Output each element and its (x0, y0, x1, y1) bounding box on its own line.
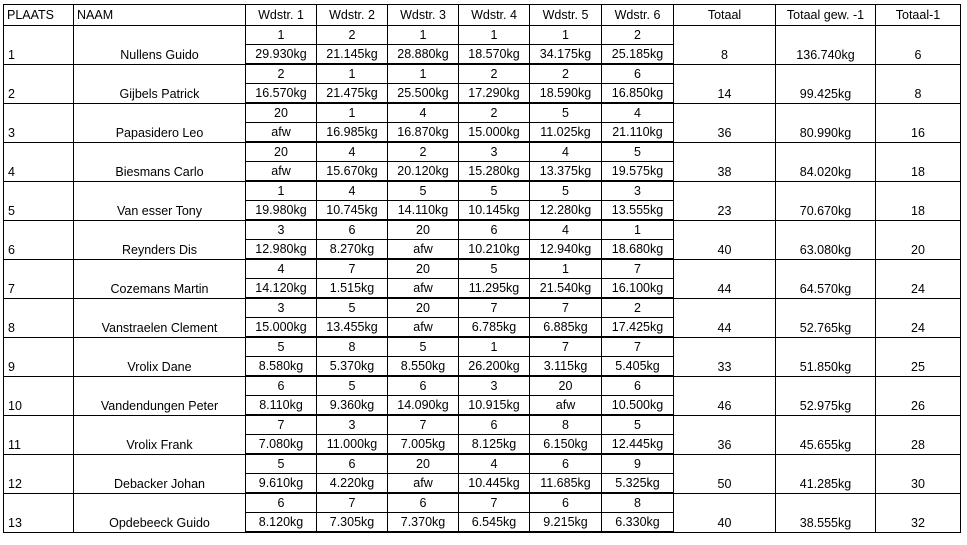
rank-cell: 2 (459, 103, 530, 123)
rank-cell: 4 (246, 259, 317, 279)
results-sheet (3, 4, 961, 533)
header-totaal-min1: Totaal-1 (876, 5, 961, 26)
rank-cell: 6 (602, 64, 674, 84)
rank-cell: 5 (388, 337, 459, 357)
weight-cell: 34.175kg (530, 45, 602, 65)
naam-cell: Gijbels Patrick (74, 64, 246, 103)
table-row-rank (4, 26, 961, 45)
weight-cell: 21.540kg (530, 279, 602, 299)
plaats-cell: 7 (4, 259, 74, 298)
rank-cell: 7 (459, 493, 530, 513)
rank-cell: 5 (602, 415, 674, 435)
rank-cell: 5 (317, 376, 388, 396)
rank-cell: 2 (388, 142, 459, 162)
rank-cell: 1 (530, 259, 602, 279)
rank-cell: 20 (388, 220, 459, 240)
rank-cell: 7 (246, 415, 317, 435)
weight-cell: 4.220kg (317, 474, 388, 494)
totaal-min1-cell: 32 (876, 493, 961, 532)
table-row-rank (4, 259, 961, 279)
rank-cell: 1 (317, 64, 388, 84)
header-wedstrijd-3: Wdstr. 3 (388, 5, 459, 26)
totaal-cell: 36 (674, 415, 776, 454)
totaal-min1-cell: 16 (876, 103, 961, 142)
rank-cell: 20 (388, 298, 459, 318)
rank-cell: 3 (246, 220, 317, 240)
header-wedstrijd-6: Wdstr. 6 (602, 5, 674, 26)
weight-cell: afw (246, 162, 317, 182)
naam-cell: Cozemans Martin (74, 259, 246, 298)
weight-cell: 28.880kg (388, 45, 459, 65)
weight-cell: 7.370kg (388, 513, 459, 533)
naam-cell: Opdebeeck Guido (74, 493, 246, 532)
weight-cell: 16.985kg (317, 123, 388, 143)
totaal-cell: 44 (674, 298, 776, 337)
rank-cell: 5 (388, 181, 459, 201)
weight-cell: 8.110kg (246, 396, 317, 416)
totaal-min1-cell: 6 (876, 26, 961, 65)
plaats-cell: 6 (4, 220, 74, 259)
weight-cell: 8.270kg (317, 240, 388, 260)
plaats-cell: 9 (4, 337, 74, 376)
results-table (3, 4, 961, 533)
table-row-rank (4, 493, 961, 513)
weight-cell: 18.590kg (530, 84, 602, 104)
totaal-gewicht-cell: 63.080kg (776, 220, 876, 259)
header-totaal: Totaal (674, 5, 776, 26)
rank-cell: 3 (602, 181, 674, 201)
rank-cell: 8 (530, 415, 602, 435)
totaal-cell: 50 (674, 454, 776, 493)
totaal-min1-cell: 28 (876, 415, 961, 454)
weight-cell: 6.545kg (459, 513, 530, 533)
rank-cell: 2 (602, 26, 674, 45)
weight-cell: 14.090kg (388, 396, 459, 416)
naam-cell: Biesmans Carlo (74, 142, 246, 181)
totaal-min1-cell: 26 (876, 376, 961, 415)
plaats-cell: 11 (4, 415, 74, 454)
totaal-gewicht-cell: 99.425kg (776, 64, 876, 103)
rank-cell: 7 (317, 259, 388, 279)
plaats-cell: 2 (4, 64, 74, 103)
totaal-gewicht-cell: 84.020kg (776, 142, 876, 181)
weight-cell: 8.120kg (246, 513, 317, 533)
weight-cell: 9.610kg (246, 474, 317, 494)
rank-cell: 4 (530, 220, 602, 240)
weight-cell: 10.445kg (459, 474, 530, 494)
table-body (4, 26, 961, 533)
weight-cell: 3.115kg (530, 357, 602, 377)
rank-cell: 6 (602, 376, 674, 396)
rank-cell: 2 (530, 64, 602, 84)
weight-cell: 9.360kg (317, 396, 388, 416)
rank-cell: 6 (530, 454, 602, 474)
totaal-min1-cell: 24 (876, 298, 961, 337)
table-row-rank (4, 415, 961, 435)
weight-cell: 25.500kg (388, 84, 459, 104)
naam-cell: Vrolix Frank (74, 415, 246, 454)
weight-cell: 11.000kg (317, 435, 388, 455)
weight-cell: 11.025kg (530, 123, 602, 143)
weight-cell: 12.980kg (246, 240, 317, 260)
weight-cell: 6.785kg (459, 318, 530, 338)
weight-cell: 5.405kg (602, 357, 674, 377)
rank-cell: 6 (388, 493, 459, 513)
table-row-rank (4, 337, 961, 357)
weight-cell: 19.980kg (246, 201, 317, 221)
rank-cell: 1 (530, 26, 602, 45)
weight-cell: 12.280kg (530, 201, 602, 221)
plaats-cell: 4 (4, 142, 74, 181)
weight-cell: 15.670kg (317, 162, 388, 182)
weight-cell: 16.870kg (388, 123, 459, 143)
weight-cell: 25.185kg (602, 45, 674, 65)
rank-cell: 7 (602, 259, 674, 279)
rank-cell: 2 (459, 64, 530, 84)
weight-cell: 14.110kg (388, 201, 459, 221)
weight-cell: 10.915kg (459, 396, 530, 416)
weight-cell: 14.120kg (246, 279, 317, 299)
plaats-cell: 12 (4, 454, 74, 493)
table-row-rank (4, 220, 961, 240)
rank-cell: 2 (317, 26, 388, 45)
weight-cell: 6.885kg (530, 318, 602, 338)
weight-cell: afw (388, 240, 459, 260)
weight-cell: 18.570kg (459, 45, 530, 65)
naam-cell: Debacker Johan (74, 454, 246, 493)
rank-cell: 1 (459, 26, 530, 45)
rank-cell: 7 (317, 493, 388, 513)
table-row-rank (4, 64, 961, 84)
naam-cell: Reynders Dis (74, 220, 246, 259)
rank-cell: 7 (388, 415, 459, 435)
rank-cell: 6 (530, 493, 602, 513)
weight-cell: afw (388, 279, 459, 299)
weight-cell: 26.200kg (459, 357, 530, 377)
totaal-cell: 36 (674, 103, 776, 142)
totaal-min1-cell: 25 (876, 337, 961, 376)
rank-cell: 4 (602, 103, 674, 123)
rank-cell: 8 (602, 493, 674, 513)
totaal-min1-cell: 20 (876, 220, 961, 259)
totaal-gewicht-cell: 52.765kg (776, 298, 876, 337)
weight-cell: 29.930kg (246, 45, 317, 65)
totaal-gewicht-cell: 80.990kg (776, 103, 876, 142)
totaal-cell: 14 (674, 64, 776, 103)
table-row-rank (4, 181, 961, 201)
weight-cell: afw (530, 396, 602, 416)
rank-cell: 2 (602, 298, 674, 318)
weight-cell: 11.685kg (530, 474, 602, 494)
weight-cell: 12.445kg (602, 435, 674, 455)
rank-cell: 7 (459, 298, 530, 318)
rank-cell: 5 (246, 454, 317, 474)
totaal-cell: 44 (674, 259, 776, 298)
totaal-gewicht-cell: 38.555kg (776, 493, 876, 532)
weight-cell: 10.145kg (459, 201, 530, 221)
weight-cell: 16.100kg (602, 279, 674, 299)
weight-cell: 12.940kg (530, 240, 602, 260)
rank-cell: 4 (459, 454, 530, 474)
rank-cell: 5 (530, 103, 602, 123)
naam-cell: Nullens Guido (74, 26, 246, 65)
weight-cell: 21.110kg (602, 123, 674, 143)
rank-cell: 1 (246, 26, 317, 45)
rank-cell: 5 (246, 337, 317, 357)
totaal-gewicht-cell: 64.570kg (776, 259, 876, 298)
table-row-rank (4, 376, 961, 396)
weight-cell: 1.515kg (317, 279, 388, 299)
rank-cell: 6 (246, 376, 317, 396)
weight-cell: 5.370kg (317, 357, 388, 377)
totaal-min1-cell: 8 (876, 64, 961, 103)
rank-cell: 20 (246, 142, 317, 162)
weight-cell: 21.145kg (317, 45, 388, 65)
totaal-gewicht-cell: 45.655kg (776, 415, 876, 454)
totaal-cell: 33 (674, 337, 776, 376)
totaal-gewicht-cell: 136.740kg (776, 26, 876, 65)
totaal-gewicht-cell: 70.670kg (776, 181, 876, 220)
plaats-cell: 8 (4, 298, 74, 337)
plaats-cell: 5 (4, 181, 74, 220)
header-wedstrijd-5: Wdstr. 5 (530, 5, 602, 26)
header-wedstrijd-2: Wdstr. 2 (317, 5, 388, 26)
rank-cell: 1 (388, 64, 459, 84)
weight-cell: 10.745kg (317, 201, 388, 221)
weight-cell: 8.580kg (246, 357, 317, 377)
totaal-cell: 40 (674, 220, 776, 259)
weight-cell: 13.455kg (317, 318, 388, 338)
rank-cell: 1 (317, 103, 388, 123)
weight-cell: afw (388, 474, 459, 494)
totaal-min1-cell: 24 (876, 259, 961, 298)
table-row-rank (4, 298, 961, 318)
naam-cell: Van esser Tony (74, 181, 246, 220)
weight-cell: 15.280kg (459, 162, 530, 182)
table-row-rank (4, 454, 961, 474)
totaal-cell: 8 (674, 26, 776, 65)
plaats-cell: 1 (4, 26, 74, 65)
totaal-cell: 38 (674, 142, 776, 181)
header-naam: NAAM (74, 5, 246, 26)
weight-cell: 6.330kg (602, 513, 674, 533)
rank-cell: 6 (459, 415, 530, 435)
weight-cell: 16.850kg (602, 84, 674, 104)
weight-cell: 7.005kg (388, 435, 459, 455)
weight-cell: 6.150kg (530, 435, 602, 455)
plaats-cell: 3 (4, 103, 74, 142)
header-wedstrijd-4: Wdstr. 4 (459, 5, 530, 26)
naam-cell: Papasidero Leo (74, 103, 246, 142)
rank-cell: 4 (317, 181, 388, 201)
header-row (4, 5, 961, 26)
rank-cell: 4 (530, 142, 602, 162)
rank-cell: 4 (388, 103, 459, 123)
header-wedstrijd-1: Wdstr. 1 (246, 5, 317, 26)
rank-cell: 7 (530, 298, 602, 318)
weight-cell: 10.210kg (459, 240, 530, 260)
rank-cell: 1 (459, 337, 530, 357)
rank-cell: 3 (459, 142, 530, 162)
rank-cell: 5 (459, 181, 530, 201)
weight-cell: 18.680kg (602, 240, 674, 260)
weight-cell: 21.475kg (317, 84, 388, 104)
rank-cell: 3 (459, 376, 530, 396)
totaal-cell: 40 (674, 493, 776, 532)
weight-cell: 11.295kg (459, 279, 530, 299)
rank-cell: 1 (388, 26, 459, 45)
totaal-cell: 23 (674, 181, 776, 220)
rank-cell: 5 (602, 142, 674, 162)
totaal-min1-cell: 18 (876, 142, 961, 181)
weight-cell: 17.425kg (602, 318, 674, 338)
totaal-gewicht-cell: 41.285kg (776, 454, 876, 493)
weight-cell: 13.555kg (602, 201, 674, 221)
rank-cell: 2 (246, 64, 317, 84)
rank-cell: 7 (530, 337, 602, 357)
weight-cell: 7.305kg (317, 513, 388, 533)
weight-cell: 16.570kg (246, 84, 317, 104)
totaal-min1-cell: 18 (876, 181, 961, 220)
rank-cell: 20 (388, 259, 459, 279)
naam-cell: Vanstraelen Clement (74, 298, 246, 337)
rank-cell: 6 (317, 454, 388, 474)
weight-cell: 15.000kg (246, 318, 317, 338)
rank-cell: 7 (602, 337, 674, 357)
weight-cell: 9.215kg (530, 513, 602, 533)
table-row-rank (4, 103, 961, 123)
weight-cell: 8.125kg (459, 435, 530, 455)
table-row-rank (4, 142, 961, 162)
weight-cell: 8.550kg (388, 357, 459, 377)
weight-cell: afw (246, 123, 317, 143)
weight-cell: 10.500kg (602, 396, 674, 416)
rank-cell: 20 (388, 454, 459, 474)
weight-cell: 13.375kg (530, 162, 602, 182)
rank-cell: 1 (602, 220, 674, 240)
weight-cell: 5.325kg (602, 474, 674, 494)
rank-cell: 6 (317, 220, 388, 240)
rank-cell: 5 (530, 181, 602, 201)
rank-cell: 6 (459, 220, 530, 240)
plaats-cell: 10 (4, 376, 74, 415)
header-totaal-gewicht: Totaal gew. -1 (776, 5, 876, 26)
rank-cell: 6 (388, 376, 459, 396)
rank-cell: 3 (317, 415, 388, 435)
rank-cell: 1 (246, 181, 317, 201)
weight-cell: 15.000kg (459, 123, 530, 143)
rank-cell: 8 (317, 337, 388, 357)
rank-cell: 4 (317, 142, 388, 162)
weight-cell: 17.290kg (459, 84, 530, 104)
rank-cell: 9 (602, 454, 674, 474)
weight-cell: afw (388, 318, 459, 338)
totaal-gewicht-cell: 52.975kg (776, 376, 876, 415)
weight-cell: 19.575kg (602, 162, 674, 182)
totaal-gewicht-cell: 51.850kg (776, 337, 876, 376)
weight-cell: 20.120kg (388, 162, 459, 182)
header-plaats: PLAATS (4, 5, 74, 26)
rank-cell: 5 (317, 298, 388, 318)
rank-cell: 5 (459, 259, 530, 279)
rank-cell: 20 (530, 376, 602, 396)
naam-cell: Vandendungen Peter (74, 376, 246, 415)
rank-cell: 20 (246, 103, 317, 123)
rank-cell: 3 (246, 298, 317, 318)
plaats-cell: 13 (4, 493, 74, 532)
totaal-cell: 46 (674, 376, 776, 415)
rank-cell: 6 (246, 493, 317, 513)
naam-cell: Vrolix Dane (74, 337, 246, 376)
weight-cell: 7.080kg (246, 435, 317, 455)
totaal-min1-cell: 30 (876, 454, 961, 493)
